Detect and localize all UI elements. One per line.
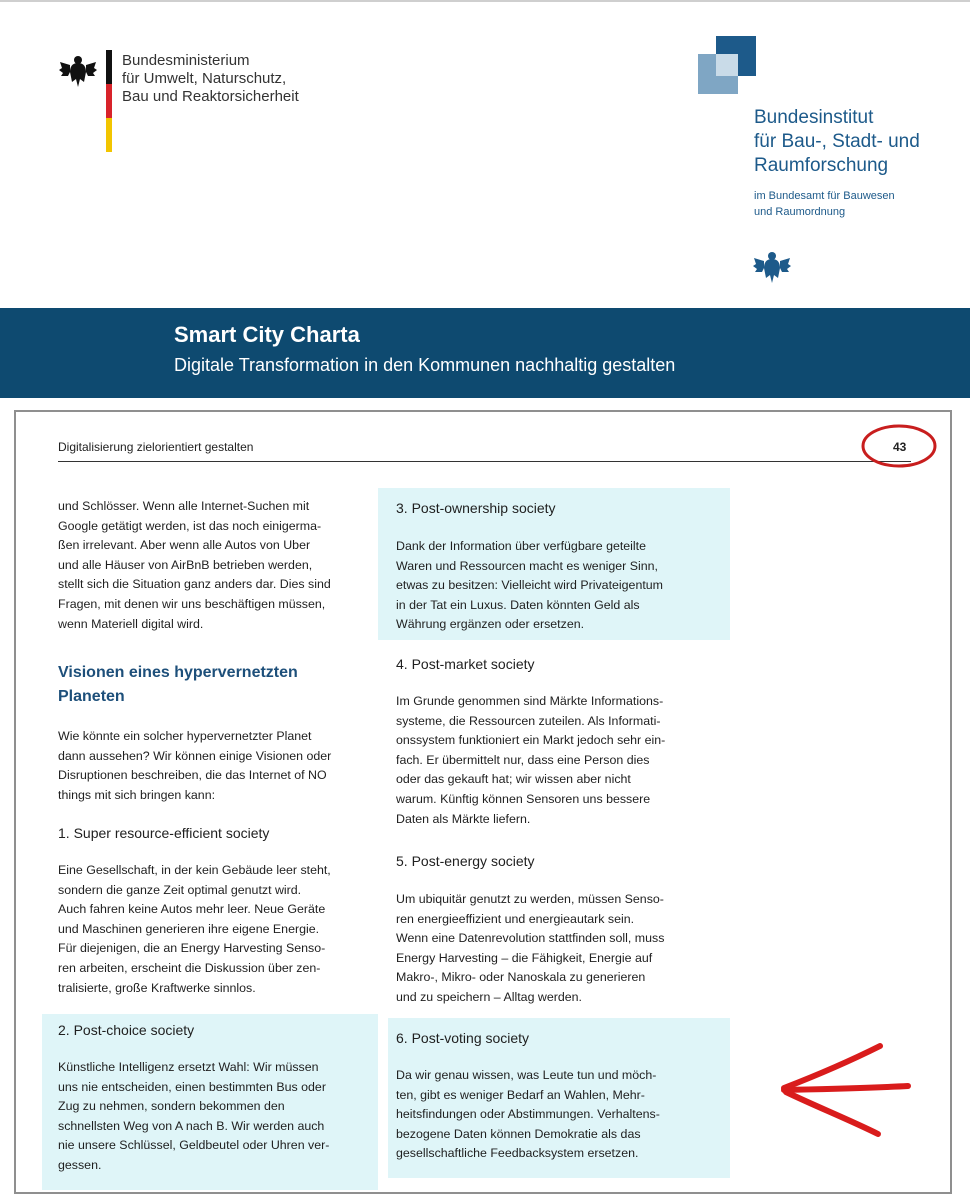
- title-banner: [0, 308, 970, 398]
- text-line: dann aussehen? Wir können einige Visionen oder: [58, 748, 332, 763]
- text-line: tralisierte, große Kraftwerke sinnlos.: [58, 980, 256, 995]
- subheading-3: 3. Post-ownership society: [396, 500, 556, 516]
- text-line: Energy Harvesting – die Fähigkeit, Energie auf: [396, 950, 653, 965]
- text-line: stellt sich die Situation ganz anders dar. Dies sind: [58, 577, 331, 592]
- section-6-paragraph: [396, 1066, 660, 1164]
- text-line: ßen irrelevant. Aber wenn alle Autos von Uber: [58, 538, 311, 553]
- institute-name: [754, 106, 920, 178]
- red-arrow-annotation: [770, 1036, 920, 1146]
- text-line: fach. Er übermittelt nur, dass eine Person dies: [396, 752, 650, 767]
- section-5-paragraph: [396, 890, 664, 1008]
- text-line: bezogene Daten können Demokratie als das: [396, 1126, 641, 1141]
- text-line: Wie könnte ein solcher hypervernetzter Planet: [58, 729, 312, 743]
- intro-paragraph: [58, 497, 331, 634]
- text-line: ren arbeiten, erscheint die Diskussion über zen-: [58, 960, 321, 975]
- text-line: Waren und Ressourcen macht es weniger Sinn,: [396, 558, 658, 573]
- text-line: in der Tat ein Luxus. Daten könnten Geld als: [396, 597, 640, 612]
- text-line: Zug zu nehmen, sondern bekommen den: [58, 1099, 285, 1114]
- text-line: und Maschinen generieren ihre eigene Energie.: [58, 921, 320, 936]
- section-4-paragraph: [396, 692, 665, 829]
- section-1-paragraph: [58, 861, 331, 998]
- visions-paragraph: [58, 727, 331, 805]
- institute-line: Bundesinstitut: [754, 107, 874, 128]
- subheading-6: 6. Post-voting society: [396, 1030, 530, 1046]
- text-line: Um ubiquitär genutzt zu werden, müssen Senso-: [396, 892, 664, 906]
- ministry-line: Bundesministerium: [122, 52, 250, 69]
- text-line: etwas zu besitzen: Vielleicht wird Privateigentum: [396, 578, 663, 593]
- text-line: Währung ergänzen oder ersetzen.: [396, 617, 585, 632]
- text-line: Wenn eine Datenrevolution stattfinden soll, muss: [396, 931, 665, 946]
- text-line: schnellsten Weg von A nach B. Wir werden auch: [58, 1118, 325, 1133]
- section-3-paragraph: [396, 537, 663, 635]
- running-header: Digitalisierung zielorientiert gestalten: [58, 440, 254, 454]
- text-line: gesellschaftliche Feedbacksystem ersetzen.: [396, 1146, 639, 1161]
- page-number: 43: [893, 440, 907, 454]
- text-line: things mit sich bringen kann:: [58, 787, 216, 802]
- institute-sub-line: und Raumordnung: [754, 206, 846, 218]
- text-line: oder das gekauft hat; wir wissen aber nicht: [396, 772, 631, 787]
- heading-line: Visionen eines hypervernetzten: [58, 664, 298, 681]
- text-line: uns nie entscheiden, einen bestimmten Bus oder: [58, 1079, 326, 1094]
- ministry-line: für Umwelt, Naturschutz,: [122, 70, 287, 87]
- top-border: [0, 0, 970, 2]
- text-line: und alle Häuser von AirBnB betrieben werden,: [58, 557, 313, 572]
- text-line: ten, gibt es weniger Bedarf an Wahlen, Mehr-: [396, 1087, 645, 1102]
- text-line: Im Grunde genommen sind Märkte Informations-: [396, 694, 664, 708]
- ministry-name: [122, 52, 299, 106]
- text-line: wenn Materiell digital wird.: [58, 616, 204, 631]
- section-heading: [58, 661, 298, 709]
- banner-title: Smart City Charta: [174, 322, 360, 347]
- section-2-paragraph: [58, 1058, 329, 1176]
- text-line: und zu speichern – Alltag werden.: [396, 989, 582, 1004]
- text-line: Fragen, mit denen wir uns beschäftigen müssen,: [58, 596, 326, 611]
- text-line: ren energieeffizient und energieautark sein.: [396, 911, 635, 926]
- text-line: Makro-, Mikro- oder Nanoskala zu generieren: [396, 970, 646, 985]
- text-line: Disruptionen beschreiben, die das Internet of NO: [58, 768, 327, 783]
- header-rule: [58, 461, 911, 462]
- ministry-line: Bau und Reaktorsicherheit: [122, 88, 299, 105]
- text-line: sondern die ganze Zeit optimal genutzt wird.: [58, 882, 302, 897]
- institute-line: für Bau-, Stadt- und: [754, 131, 920, 152]
- subheading-2: 2. Post-choice society: [58, 1022, 195, 1038]
- heading-line: Planeten: [58, 688, 125, 705]
- text-line: onssystem funktioniert ein Markt jedoch sehr ein-: [396, 733, 666, 748]
- subheading-5: 5. Post-energy society: [396, 853, 535, 869]
- flag-black: [106, 50, 112, 84]
- text-line: Künstliche Intelligenz ersetzt Wahl: Wir müssen: [58, 1060, 319, 1074]
- text-line: Dank der Information über verfügbare geteilte: [396, 539, 647, 553]
- text-line: Für diejenigen, die an Energy Harvesting Senso-: [58, 941, 326, 956]
- subheading-4: 4. Post-market society: [396, 656, 535, 672]
- text-line: Google getätigt werden, ist das noch einigerma-: [58, 518, 322, 533]
- german-flag-bar: [106, 50, 112, 152]
- text-line: Da wir genau wissen, was Leute tun und möch-: [396, 1068, 657, 1082]
- text-line: und Schlösser. Wenn alle Internet-Suchen mit: [58, 499, 310, 513]
- text-line: systeme, die Ressourcen zuteilen. Als Informati-: [396, 713, 661, 728]
- text-line: Auch fahren keine Autos mehr leer. Neue Geräte: [58, 902, 326, 917]
- flag-red: [106, 84, 112, 118]
- text-line: Daten als Märkte liefern.: [396, 811, 531, 826]
- institute-logo-icon: [698, 36, 758, 96]
- text-line: gessen.: [58, 1157, 102, 1172]
- text-line: nie unsere Schlüssel, Geldbeutel oder Uhren ver-: [58, 1138, 330, 1153]
- federal-eagle-small-icon: [752, 248, 792, 288]
- banner-subtitle: Digitale Transformation in den Kommunen nachhaltig gestalten: [174, 355, 676, 375]
- institute-sub-line: im Bundesamt für Bauwesen: [754, 190, 895, 202]
- red-circle-annotation: [860, 423, 938, 469]
- flag-gold: [106, 118, 112, 152]
- institute-line: Raumforschung: [754, 155, 889, 176]
- text-line: Eine Gesellschaft, in der kein Gebäude leer steht,: [58, 863, 331, 877]
- subheading-1: 1. Super resource-efficient society: [58, 825, 270, 841]
- text-line: warum. Künftig können Sensoren uns bessere: [396, 791, 651, 806]
- institute-subtitle: [754, 188, 895, 220]
- federal-eagle-icon: [58, 52, 98, 92]
- text-line: heitsfindungen oder Abstimmungen. Verhaltens-: [396, 1107, 660, 1122]
